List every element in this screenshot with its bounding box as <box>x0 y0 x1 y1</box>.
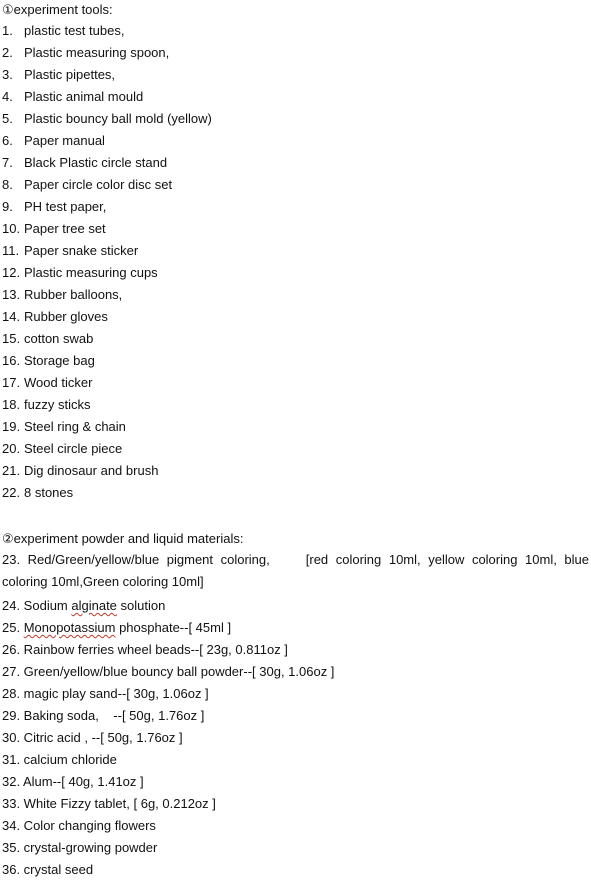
list-item <box>2 177 212 199</box>
list-item <box>2 155 212 177</box>
list-item-25 <box>2 620 334 642</box>
item-24-suffix: solution <box>116 598 166 613</box>
item-24-underlined-word: alginate <box>71 598 117 613</box>
list-item-text: Paper manual <box>24 133 105 148</box>
list-item-text: Wood ticker <box>24 375 93 390</box>
list-item <box>2 397 212 419</box>
list-item-number: 22. <box>2 485 21 500</box>
list-item: 35. crystal-growing powder <box>2 840 158 855</box>
list-item: 34. Color changing flowers <box>2 818 156 833</box>
list-item <box>2 45 212 67</box>
list-item: 29. Baking soda, --[ 50g, 1.76oz ] <box>2 708 205 723</box>
list-item-text: Dig dinosaur and brush <box>24 463 159 478</box>
list-item <box>2 441 212 463</box>
list-item-number: 4. <box>2 89 13 104</box>
list-item-number: 2. <box>2 45 13 60</box>
list-item <box>2 287 212 309</box>
list-item <box>2 463 212 485</box>
list-item-text: Plastic bouncy ball mold (yellow) <box>24 111 212 126</box>
list-item-number: 12. <box>2 265 21 280</box>
list-item-text: plastic test tubes, <box>24 23 125 38</box>
list-item-number: 20. <box>2 441 21 456</box>
list-item: 32. Alum--[ 40g, 1.41oz ] <box>2 774 144 789</box>
list-item <box>2 375 212 397</box>
list-item-number: 11. <box>2 243 20 258</box>
list-item-text: Black Plastic circle stand <box>24 155 168 170</box>
list-item <box>2 265 212 287</box>
list-item-number: 14. <box>2 309 21 324</box>
list-item-number: 15. <box>2 331 21 346</box>
list-item <box>2 419 212 441</box>
list-item-text: Plastic measuring spoon, <box>24 45 170 60</box>
list-item <box>2 309 212 331</box>
list-item: 26. Rainbow ferries wheel beads--[ 23g, 0.811oz ] <box>2 642 288 657</box>
list-item-number: 10. <box>2 221 21 236</box>
list-item <box>2 353 212 375</box>
list-item-text: Steel ring & chain <box>24 419 126 434</box>
list-item-number: 21. <box>2 463 21 478</box>
list-item-number: 6. <box>2 133 13 148</box>
list-item-text: fuzzy sticks <box>24 397 91 412</box>
list-item <box>2 331 212 353</box>
list-item-text: PH test paper, <box>24 199 107 214</box>
list-item-text: Steel circle piece <box>24 441 123 456</box>
list-item-number: 18. <box>2 397 21 412</box>
item-23-detail: [red coloring 10ml, yellow coloring 10ml, blue coloring 10ml,Green coloring 10ml] <box>2 552 590 589</box>
list-item-number: 1. <box>2 23 13 38</box>
list-item <box>2 23 212 45</box>
list-item-text: Rubber gloves <box>24 309 108 324</box>
list-item-text: Rubber balloons, <box>24 287 123 302</box>
section-heading-tools: ①experiment tools: <box>2 2 113 17</box>
list-item <box>2 243 212 265</box>
list-item: 30. Citric acid , --[ 50g, 1.76oz ] <box>2 730 183 745</box>
list-item-text: Paper circle color disc set <box>24 177 173 192</box>
list-item-number: 8. <box>2 177 13 192</box>
list-item-number: 3. <box>2 67 13 82</box>
list-item: 28. magic play sand--[ 30g, 1.06oz ] <box>2 686 209 701</box>
list-item: 36. crystal seed <box>2 862 94 877</box>
list-item <box>2 133 212 155</box>
list-item: 27. Green/yellow/blue bouncy ball powder--[ 30g, 1.06oz ] <box>2 664 335 679</box>
tools-list <box>2 23 212 507</box>
list-item <box>2 221 212 243</box>
list-item: 33. White Fizzy tablet, [ 6g, 0.212oz ] <box>2 796 216 811</box>
item-25-underlined-word: Monopotassium <box>23 620 116 635</box>
list-item-number: 5. <box>2 111 13 126</box>
list-item <box>2 67 212 89</box>
item-24-prefix: 24. Sodium <box>2 598 72 613</box>
list-item-number: 16. <box>2 353 21 368</box>
list-item-text: Storage bag <box>24 353 95 368</box>
section-heading-materials: ②experiment powder and liquid materials: <box>2 531 244 546</box>
list-item-24 <box>2 598 334 620</box>
list-item <box>2 111 212 133</box>
list-item-text: Paper snake sticker <box>24 243 139 258</box>
list-item-number: 19. <box>2 419 21 434</box>
list-item-23 <box>2 549 589 593</box>
list-item-number: 7. <box>2 155 13 170</box>
materials-list <box>2 598 334 884</box>
list-item-text: Paper tree set <box>24 221 106 236</box>
item-25-prefix: 25. <box>2 620 24 635</box>
list-item-text: Plastic animal mould <box>24 89 144 104</box>
list-item-number: 13. <box>2 287 21 302</box>
item-23-lead: 23. Red/Green/yellow/blue pigment coloring, <box>2 552 270 567</box>
list-item-number: 17. <box>2 375 21 390</box>
list-item <box>2 485 212 507</box>
item-25-suffix: phosphate--[ 45ml ] <box>115 620 232 635</box>
list-item-text: Plastic measuring cups <box>24 265 158 280</box>
list-item-text: cotton swab <box>24 331 94 346</box>
list-item-text: Plastic pipettes, <box>24 67 116 82</box>
list-item-number: 9. <box>2 199 13 214</box>
list-item: 31. calcium chloride <box>2 752 117 767</box>
list-item <box>2 89 212 111</box>
list-item <box>2 199 212 221</box>
list-item-text: 8 stones <box>24 485 74 500</box>
